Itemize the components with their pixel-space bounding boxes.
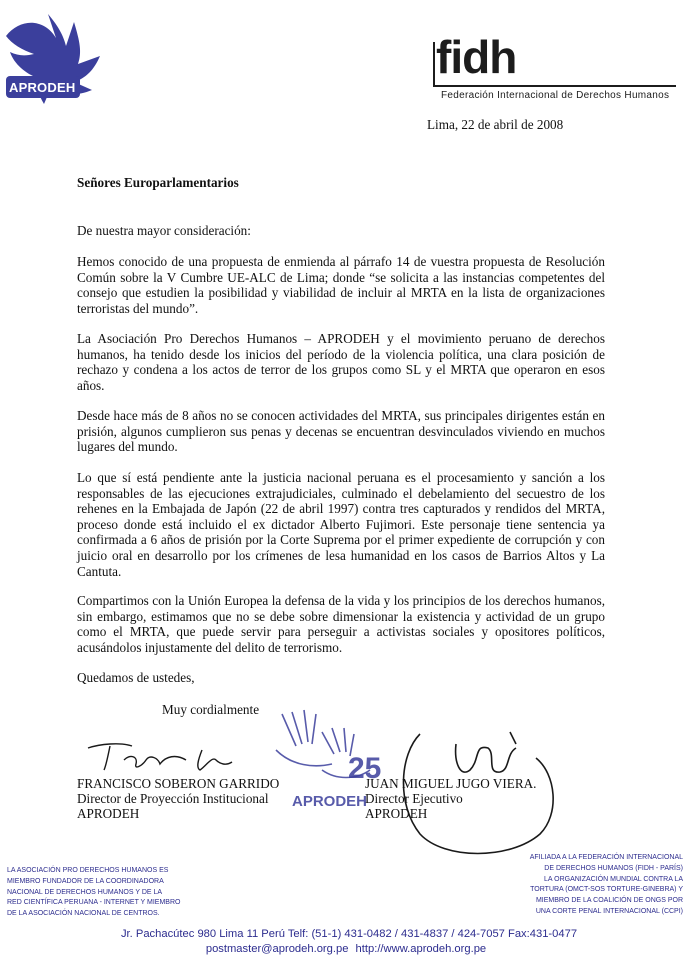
footer-line: DE DERECHOS HUMANOS (FIDH - PARÍS) [544, 864, 683, 872]
footer-line: MIEMBRO FUNDADOR DE LA COORDINADORA [7, 877, 164, 885]
signatory-block [77, 776, 279, 822]
letter-paragraph: La Asociación Pro Derechos Humanos – APRODEH y el movimiento peruano de derechos humanos, ha tenido desde los inicios del período de la violencia política, una clara posición de rechazo y condena a los actos de terror de los grupos como SL y el MRTA que operaron en esos años. [77, 331, 605, 393]
letter-closing: Quedamos de ustedes, [77, 670, 195, 685]
letter-greeting: De nuestra mayor consideración: [77, 223, 251, 238]
footer-email-link[interactable]: postmaster@aprodeh.org.pe [205, 943, 349, 955]
footer-line: DE LA ASOCIACIÓN NACIONAL DE CENTROS. [7, 910, 160, 918]
letter-recipient: Señores Europarlamentarios [77, 175, 239, 190]
signatory-block [365, 776, 536, 822]
letter-regards: Muy cordialmente [162, 702, 260, 717]
letter-paragraph: Compartimos con la Unión Europea la defensa de la vida y los principios de los derechos humanos, sin embargo, estimamos que no se debe sobre dimensionar la existencia y actividad de un grupo como el MRTA, que puede servir para perseguir a activistas sociales y opositores políticos, acusándolos injustamente del delito de terrorismo. [77, 593, 605, 655]
signatory-title: Director de Proyección Institucional [77, 791, 269, 807]
footer-contact [196, 943, 496, 955]
fidh-logo-text: fidh [436, 31, 517, 83]
letter-paragraph: Lo que sí está pendiente ante la justicia nacional peruana es el procesamiento y sanción a los responsables de las ejecuciones extrajudiciales, culminado el debelamiento del secuestro de los rehenes en la Embajada de Japón (22 de abril 1997) contra tres capturados y rendidos del MRTA, proceso donde está incluido el ex dictador Alberto Fujimori. Este personaje tiene sentencia ya confirmada a 6 años de prisión por la Corte Suprema por el primer expediente de corrupción y con juicio oral en desarrollo por los crímenes de lesa humanidad en los casos de Barrios Altos y La Cantuta. [77, 470, 605, 579]
letter-paragraph: Desde hace más de 8 años no se conocen actividades del MRTA, sus principales dirigentes están en prisión, algunos cumplieron sus penas y decenas se encuentran desvinculados viviendo en muchos lugares del mundo. [77, 408, 605, 455]
signatory-name: FRANCISCO SOBERON GARRIDO [77, 776, 280, 791]
footer-line: NACIONAL DE DERECHOS HUMANOS Y DE LA [7, 888, 163, 896]
letter-paragraph: Hemos conocido de una propuesta de enmienda al párrafo 14 de vuestra propuesta de Resolución Común sobre la V Cumbre UE-ALC de Lima; donde “se solicita a las instancias competentes del consejo que estudien la posibilidad y viabilidad de incluir al MRTA en la lista de organizaciones terroristas del mundo”. [77, 254, 605, 316]
footer-address: Jr. Pachacútec 980 Lima 11 Perú Telf: (51-1) 431-0482 / 431-4837 / 424-7057 Fax:431-0477 [120, 928, 578, 940]
footer-line: MIEMBRO DE LA COALICIÓN DE ONGS POR [535, 897, 683, 905]
footer-website-link[interactable]: http://www.aprodeh.org.pe [355, 943, 487, 955]
stamp-label: APRODEH [292, 793, 368, 810]
footer-membership [7, 866, 247, 920]
footer-line: AFILIADA A LA FEDERACIÓN INTERNACIONAL [529, 854, 683, 861]
signatory-org: APRODEH [365, 806, 428, 822]
footer-line: TORTURA (OMCT-SOS TORTURE-GINEBRA) Y [530, 886, 683, 894]
letter-date: Lima, 22 de abril de 2008 [427, 117, 564, 132]
fidh-subtitle: Federación Internacional de Derechos Humanos [441, 90, 670, 101]
signatory-name: JUAN MIGUEL JUGO VIERA. [365, 776, 537, 791]
footer-line: LA ORGANIZACIÓN MUNDIAL CONTRA LA [544, 875, 683, 883]
aprodeh-logo-text: APRODEH [9, 80, 76, 95]
footer-line: UNA CORTE PENAL INTERNACIONAL (CCPI) [535, 907, 683, 915]
stamp-number: 25 [348, 752, 382, 785]
footer-line: RED CIENTÍFICA PERUANA - INTERNET Y MIEMBRO [7, 899, 181, 907]
signatory-title: Director Ejecutivo [365, 791, 463, 807]
footer-affiliation [459, 853, 683, 918]
signatory-org: APRODEH [77, 806, 140, 822]
footer-line: LA ASOCIACIÓN PRO DERECHOS HUMANOS ES [7, 867, 169, 874]
